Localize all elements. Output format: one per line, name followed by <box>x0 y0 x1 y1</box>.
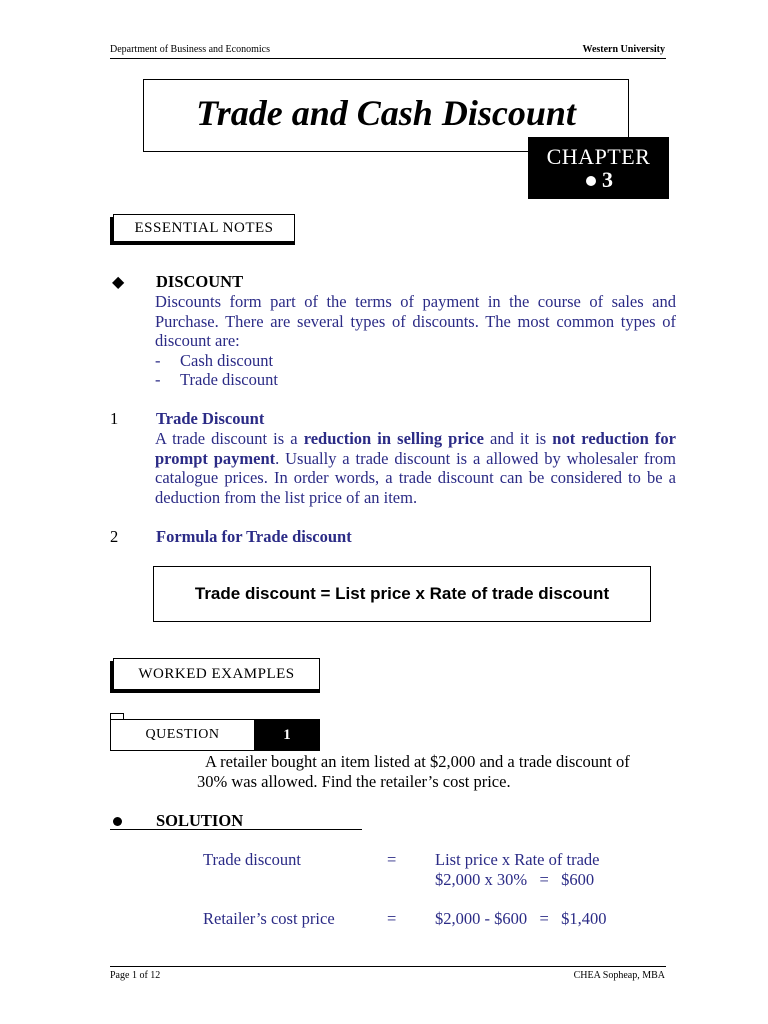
section1-emphasis: reduction in selling price <box>303 429 484 448</box>
chapter-bullet-icon <box>586 176 596 186</box>
solution-row-equals: = <box>387 850 397 869</box>
diamond-bullet-icon: ◆ <box>112 274 125 291</box>
discount-text: Discounts form part of the terms of payment in the course of sales and Purchase. There are several types of discounts. The most common types of discount are: <box>155 292 676 350</box>
footer-rule <box>110 966 666 967</box>
section1-text-part: A trade discount is a <box>155 429 304 448</box>
solution-row-label: Retailer’s cost price <box>203 909 335 928</box>
solution-heading: SOLUTION <box>156 811 244 830</box>
section2-number: 2 <box>110 527 119 546</box>
solution-row-value: $2,000 x 30% = $600 <box>435 870 595 889</box>
page-title: Trade and Cash Discount <box>196 93 576 133</box>
solution-rule <box>110 829 362 830</box>
solution-bullet-icon <box>113 817 122 826</box>
solution-row-equals: = <box>387 909 397 928</box>
essential-notes-heading: ESSENTIAL NOTES <box>113 214 295 242</box>
header-university: Western University <box>582 44 665 55</box>
discount-item-dash: - <box>155 351 161 370</box>
footer-page-number: Page 1 of 12 <box>110 970 161 981</box>
chapter-number: 3 <box>602 167 613 192</box>
question-text-line1: A retailer bought an item listed at $2,000 and a trade discount of <box>205 752 630 771</box>
section1-text <box>155 429 676 507</box>
header-rule <box>110 58 666 59</box>
chapter-label: CHAPTER <box>546 144 651 169</box>
section1-text-part: and it is <box>483 429 553 448</box>
solution-row-value: List price x Rate of trade <box>435 850 600 869</box>
section1-number: 1 <box>110 409 119 428</box>
solution-row-value: $2,000 - $600 = $1,400 <box>435 909 607 928</box>
discount-item-dash: - <box>155 370 161 389</box>
solution-row-label: Trade discount <box>203 850 301 869</box>
discount-item-cash: Cash discount <box>180 351 274 370</box>
footer-author: CHEA Sopheap, MBA <box>573 970 665 981</box>
header-department: Department of Business and Economics <box>110 44 270 55</box>
question-number: 1 <box>254 720 320 750</box>
section1-emphasis: not reduction for prompt payment <box>155 429 677 468</box>
chapter-badge <box>528 137 669 199</box>
worked-examples-heading: WORKED EXAMPLES <box>113 658 320 690</box>
section1-text-part: . Usually a trade discount is a allowed by wholesaler from catalogue prices. In order words, a trade discount can be considered to be a deduction from the list price of an item. <box>155 448 676 507</box>
question-label: QUESTION <box>145 727 220 742</box>
question-text-line2: 30% was allowed. Find the retailer’s cost price. <box>197 772 511 791</box>
section1-heading: Trade Discount <box>156 409 265 428</box>
formula-box: Trade discount = List price x Rate of trade discount <box>153 566 651 622</box>
discount-item-trade: Trade discount <box>180 370 278 389</box>
section2-heading: Formula for Trade discount <box>156 527 352 546</box>
question-box <box>110 719 320 751</box>
discount-heading: DISCOUNT <box>156 272 244 291</box>
